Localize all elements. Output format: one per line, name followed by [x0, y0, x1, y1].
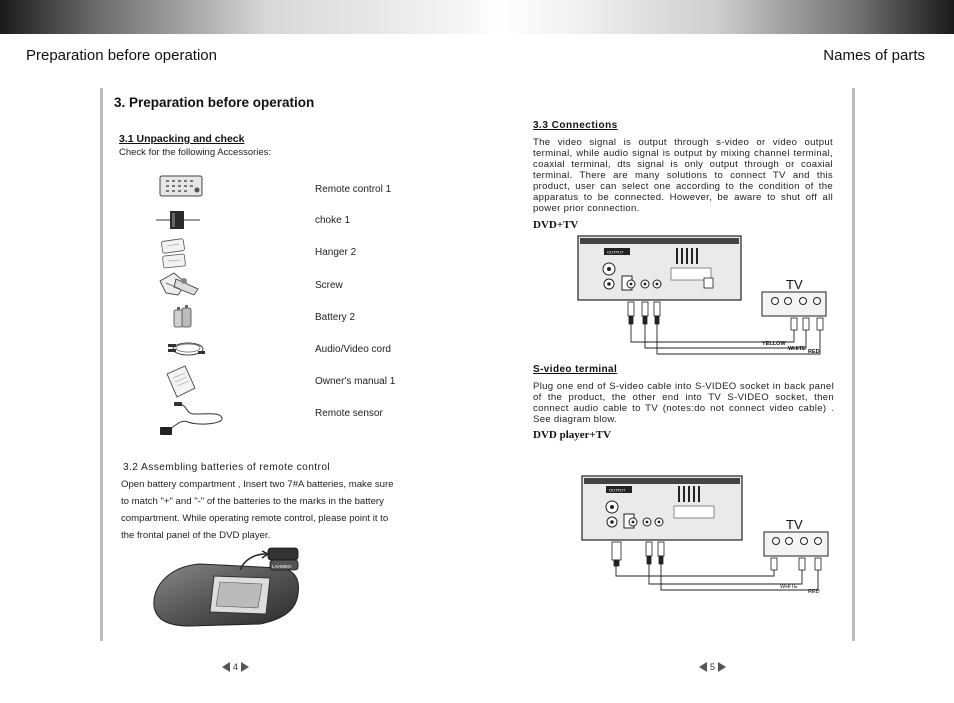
right-page-header: Names of parts: [823, 47, 925, 64]
dvd-tv-diagram: [576, 234, 832, 358]
item-label: Hanger 2: [315, 247, 357, 258]
remote-battery-illustration: [150, 546, 302, 630]
remote-sensor-icon: [158, 400, 228, 440]
right-border-line: [852, 88, 855, 641]
connections-text: The video signal is output through s-video or video output terminal, while audio signal is output by mixing channel terminal, coaxial terminal, dts signal is only output through or coaxial terminal. There are many solutions to connect TV and this product, user can select one according to the condition of the apparatus to be connected. However, be aware to shut off all power prior connection.: [533, 137, 833, 214]
svg-text:RED: RED: [808, 349, 820, 355]
svg-text:WHITE: WHITE: [780, 584, 798, 590]
section-title: 3. Preparation before operation: [114, 95, 315, 110]
diagram2-label: DVD player+TV: [533, 429, 612, 441]
left-border-line: [100, 88, 103, 641]
hanger-icon: [159, 238, 189, 270]
batteries-line: the frontal panel of the DVD player.: [121, 530, 271, 541]
svg-text:YELLOW: YELLOW: [762, 341, 786, 347]
manual-icon: [163, 364, 199, 400]
battery-icon: [170, 302, 198, 330]
page-number: 4: [233, 662, 239, 672]
left-page-header: Preparation before operation: [26, 47, 217, 64]
av-cord-icon: [164, 336, 206, 360]
svideo-text: Plug one end of S-video cable into S-VIDEO socket in back panel of the product, the other end into TV S-VIDEO socket, then connect audio cable to TV (notes:do not connect video cable) . See diagram blow.: [533, 381, 834, 425]
unpacking-intro: Check for the following Accessories:: [119, 147, 272, 158]
page-number: 5: [710, 662, 716, 672]
svg-text:WHITE: WHITE: [788, 346, 806, 352]
batteries-line: to match "+" and "-" of the batteries to the marks in the battery: [121, 496, 384, 507]
dvd-player-tv-diagram: [580, 474, 832, 598]
batteries-line: compartment. While operating remote control, please point it to: [121, 513, 389, 524]
item-label: Remote control 1: [315, 184, 392, 195]
svg-text:OUTPUT: OUTPUT: [607, 249, 624, 255]
prev-page-icon[interactable]: [222, 662, 230, 672]
item-label: choke 1: [315, 215, 351, 226]
svg-text:RED: RED: [808, 589, 820, 595]
left-pagination: [222, 662, 249, 672]
screw-icon: [156, 269, 206, 301]
svg-text:TV: TV: [786, 517, 803, 532]
battery-brand-text: LAHWEO: [272, 564, 292, 569]
connections-title: 3.3 Connections: [533, 120, 618, 131]
diagram1-label: DVD+TV: [533, 219, 579, 231]
svideo-title: S-video terminal: [533, 364, 618, 375]
item-label: Owner's manual 1: [315, 376, 396, 387]
remote-control-icon: [158, 174, 204, 198]
next-page-icon[interactable]: [718, 662, 726, 672]
unpacking-title: 3.1 Unpacking and check: [119, 133, 245, 145]
right-pagination: [699, 662, 726, 672]
svg-text:OUTPUT: OUTPUT: [609, 487, 626, 493]
next-page-icon[interactable]: [241, 662, 249, 672]
choke-icon: [156, 208, 200, 232]
item-label: Audio/Video cord: [315, 344, 391, 355]
top-banner: [0, 0, 954, 34]
item-label: Screw: [315, 280, 343, 291]
svg-text:TV: TV: [786, 277, 803, 292]
batteries-title: 3.2 Assembling batteries of remote control: [123, 462, 331, 473]
batteries-line: Open battery compartment , Insert two 7#A batteries, make sure: [121, 479, 394, 490]
prev-page-icon[interactable]: [699, 662, 707, 672]
item-label: Battery 2: [315, 312, 356, 323]
item-label: Remote sensor: [315, 408, 383, 419]
